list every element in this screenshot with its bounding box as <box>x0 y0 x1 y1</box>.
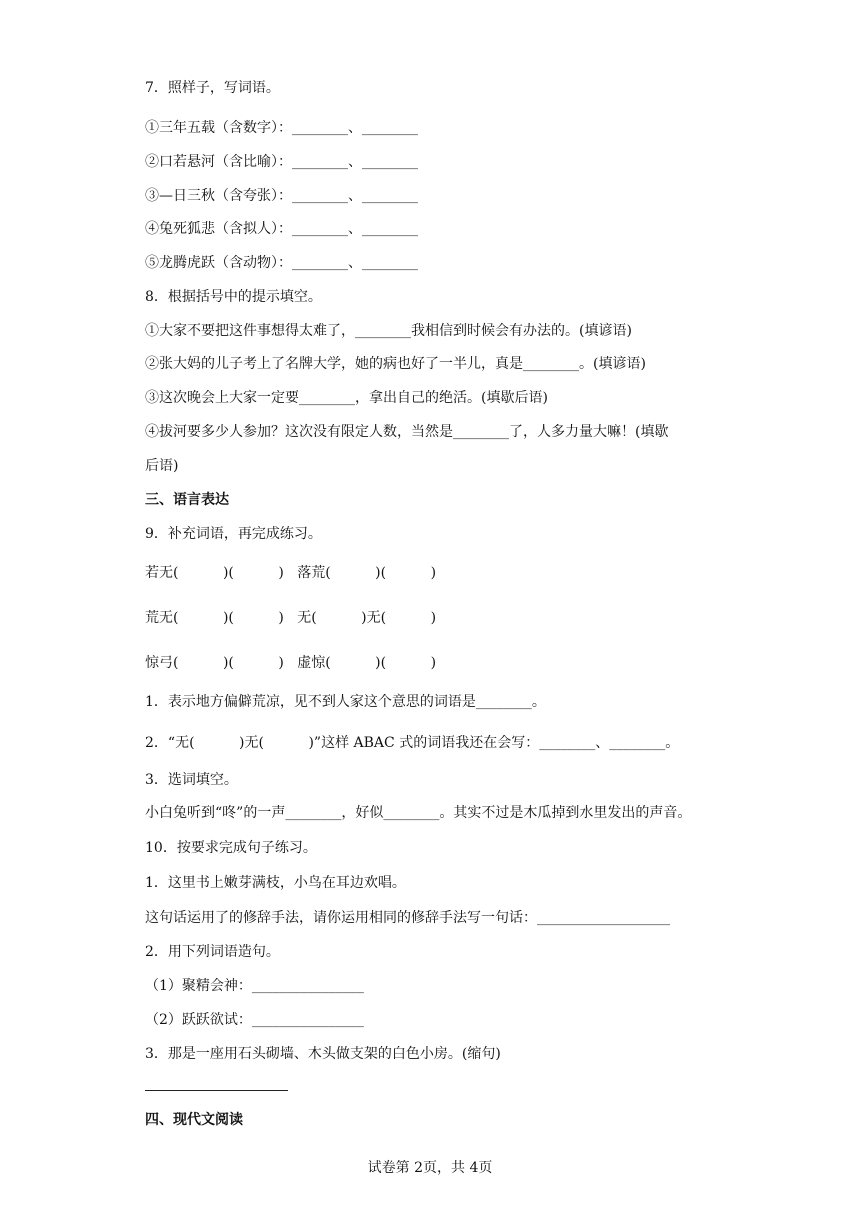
section-heading-language-expression: 三、语言表达 <box>145 492 229 508</box>
idiom-row-3: 惊弓( )( ) 虚惊( )( ) <box>145 655 437 671</box>
question-9-sub-1: 1．表示地方偏僻荒凉，见不到人家这个意思的词语是________。 <box>145 694 546 710</box>
answer-line <box>145 1090 288 1091</box>
question-10-sub-3: 3．那是一座用石头砌墙、木头做支架的白色小房。(缩句) <box>145 1046 501 1062</box>
question-9-sub-2: 2．“无( )无( )”这样 ABAC 式的词语我还在会写：________、________。 <box>145 735 680 751</box>
question-7-item-3: ③—日三秋（含夸张）：________、________ <box>145 188 418 204</box>
page-footer: 试卷第 2页，共 4页 <box>367 1160 493 1176</box>
question-10-sub-2-item-1: （1）聚精会神：________________ <box>145 978 364 994</box>
question-9-sub-3: 3．选词填空。 <box>145 772 238 788</box>
question-8-item-3: ③这次晚会上大家一定要________，拿出自己的绝活。(填歇后语) <box>145 390 548 406</box>
question-8-item-2: ②张大妈的儿子考上了名牌大学，她的病也好了一半儿，真是________。(填谚语) <box>145 356 646 372</box>
question-8-title: 8．根据括号中的提示填空。 <box>145 289 322 305</box>
question-7-item-4: ④兔死狐悲（含拟人）：________、________ <box>145 221 418 237</box>
question-9-sub-3-sentence: 小白兔听到“咚”的一声________，好似________。其实不过是木瓜掉到水里发出的声音。 <box>145 805 692 821</box>
section-heading-modern-reading: 四、现代文阅读 <box>145 1112 243 1128</box>
question-10-sub-2: 2．用下列词语造句。 <box>145 944 280 960</box>
question-7-item-1: ①三年五载（含数字）：________、________ <box>145 120 418 136</box>
question-10-title: 10．按要求完成句子练习。 <box>145 840 317 856</box>
question-9-title: 9．补充词语，再完成练习。 <box>145 526 322 542</box>
idiom-row-2: 荒无( )( ) 无( )无( ) <box>145 610 437 626</box>
question-7-item-5: ⑤龙腾虎跃（含动物）：________、________ <box>145 255 418 271</box>
idiom-row-1: 若无( )( ) 落荒( )( ) <box>145 565 437 581</box>
question-8-item-4: ④拔河要多少人参加？这次没有限定人数，当然是________了，人多力量大嘛！(填歇 <box>145 424 669 440</box>
question-8-item-1: ①大家不要把这件事想得太难了，________我相信到时候会有办法的。(填谚语) <box>145 323 632 339</box>
question-7-title: 7．照样子，写词语。 <box>145 80 280 96</box>
question-7-item-2: ②口若悬河（含比喻）：________、________ <box>145 154 418 170</box>
question-10-sub-1-task: 这句话运用了的修辞手法，请你运用相同的修辞手法写一句话：___________________ <box>145 910 670 926</box>
question-8-item-4-continued: 后语) <box>145 458 179 474</box>
question-10-sub-2-item-2: （2）跃跃欲试：________________ <box>145 1012 364 1028</box>
question-10-sub-1: 1．这里书上嫩芽满枝，小鸟在耳边欢唱。 <box>145 875 406 891</box>
